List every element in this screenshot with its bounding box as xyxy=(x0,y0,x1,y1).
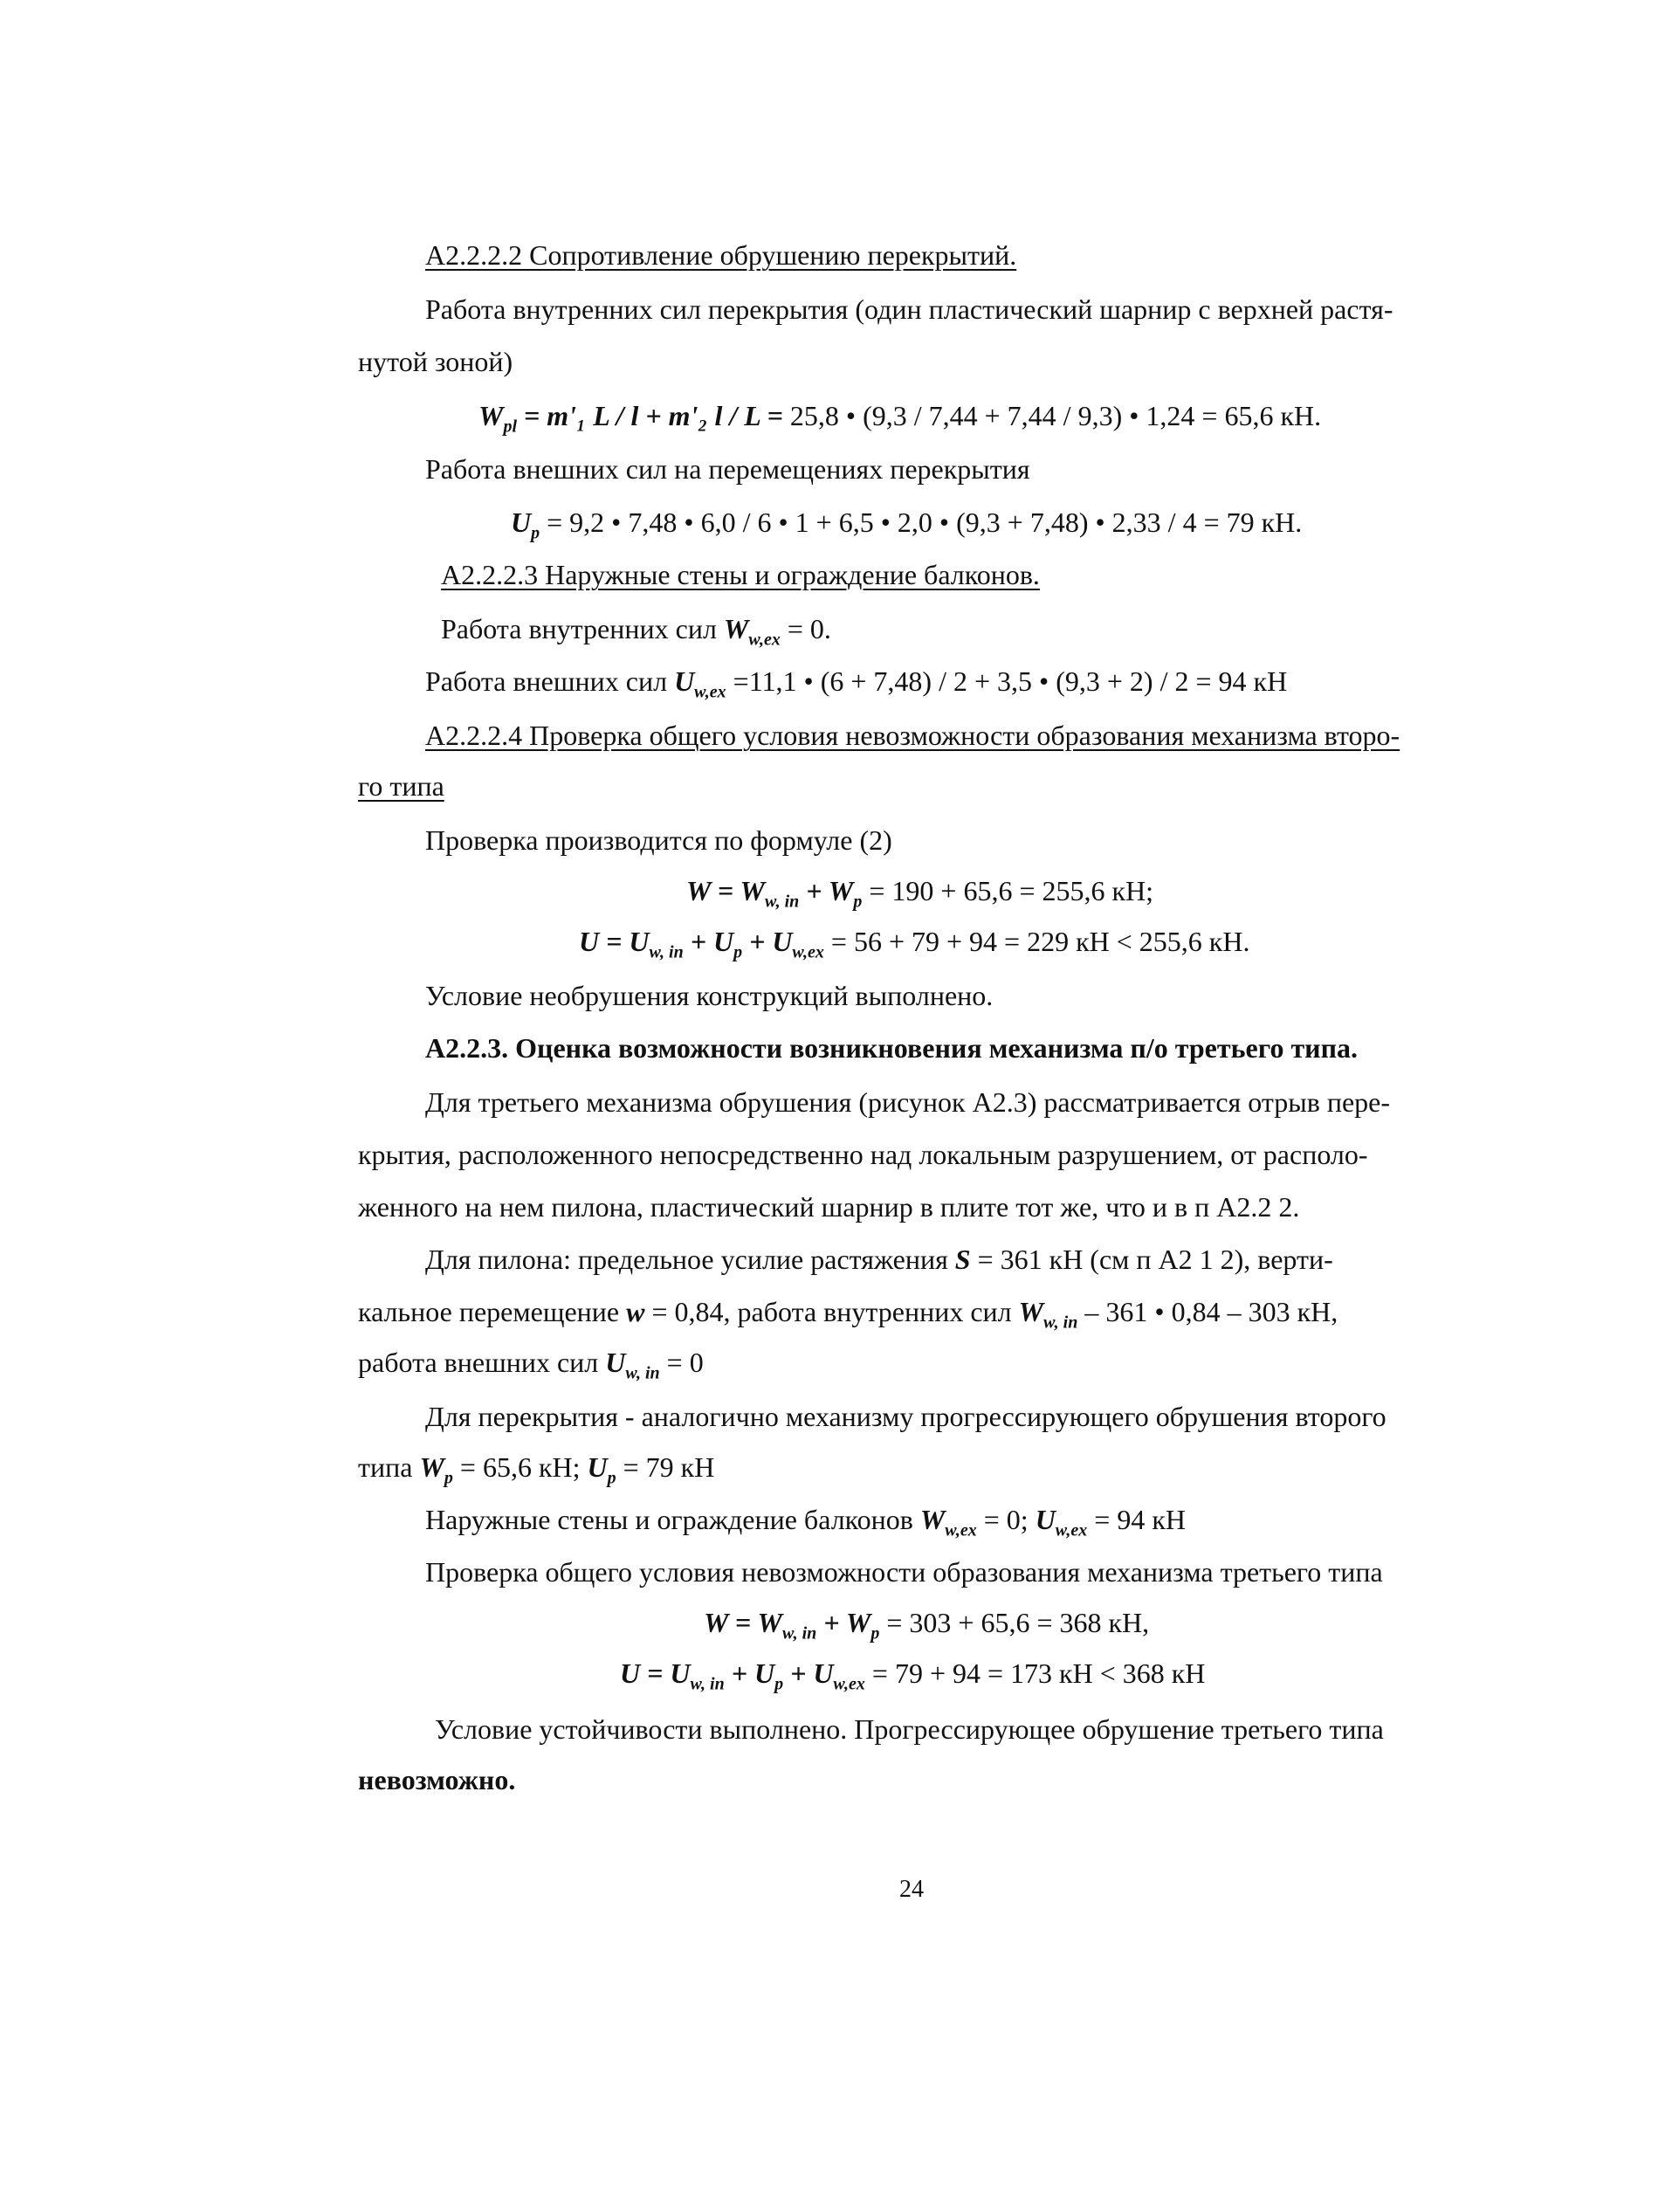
var-sub: p xyxy=(607,1468,616,1488)
text: = 0,84, работа внутренних сил xyxy=(644,1296,1019,1327)
text: А2.2.2.4 Проверка общего условия невозможности образования механизма второ- xyxy=(425,720,1400,751)
page-number: 24 xyxy=(899,1876,924,1903)
paragraph-line xyxy=(358,1450,714,1495)
var-sub: w,ex xyxy=(748,630,781,650)
paragraph-line: Проверка общего условия невозможности образования механизма третьего типа xyxy=(425,1556,1383,1588)
var-sub: p xyxy=(870,1623,880,1643)
formula-expr: = m'₁ L / l + m'₂ l / L = xyxy=(517,400,790,431)
formula-u xyxy=(579,924,1249,969)
formula-expr: + U xyxy=(742,926,793,957)
var: W xyxy=(419,1451,444,1483)
formula-value: = 79 + 94 = 173 кН < 368 кН xyxy=(864,1657,1206,1689)
var-sub: w, in xyxy=(764,892,800,912)
var-sub: w,ex xyxy=(1055,1520,1088,1540)
paragraph-line xyxy=(425,1502,1186,1547)
paragraph-line: нутой зоной) xyxy=(358,346,513,377)
formula-value: = 56 + 79 + 94 = 229 кН < 255,6 кН. xyxy=(823,926,1250,957)
formula-expr: W = W xyxy=(686,875,765,906)
text: Для перекрытия - аналогично механизму прогрессирующего обрушения второго xyxy=(425,1401,1386,1432)
var-sub: p xyxy=(853,892,863,912)
paragraph-line: женного на нем пилона, пластический шарнир в плите тот же, что и в п А2.2 2. xyxy=(358,1191,1300,1223)
var: W xyxy=(478,400,504,431)
var-sub: pl xyxy=(503,417,518,437)
text: =11,1 • (6 + 7,48) / 2 + 3,5 • (9,3 + 2) / 2 = 94 кН xyxy=(726,665,1288,697)
var-sub: w,ex xyxy=(694,682,726,702)
paragraph-line xyxy=(425,664,1287,709)
section-heading-a223: А2.2.3. Оценка возможности возникновения механизма п/о третьего типа. xyxy=(425,1032,1359,1064)
var-sub: w,ex xyxy=(945,1520,977,1540)
text: = 0; xyxy=(976,1504,1036,1535)
var: U xyxy=(511,506,532,538)
paragraph-line xyxy=(425,1085,1454,1120)
text: Условие устойчивости выполнено. Прогрессирующее обрушение третьего типа xyxy=(435,1713,1384,1745)
section-heading-a2223: А2.2.2.3 Наружные стены и ограждение балконов. xyxy=(441,559,1040,590)
formula-wpl xyxy=(478,398,1321,444)
formula-up xyxy=(511,505,1302,550)
formula-value: = 9,2 • 7,48 • 6,0 / 6 • 1 + 6,5 • 2,0 • (9,3 + 7,48) • 2,33 / 4 = 79 кН. xyxy=(540,506,1303,538)
text: Работа внешних сил xyxy=(425,665,675,697)
paragraph-line xyxy=(358,1294,1338,1340)
formula-expr: + W xyxy=(799,875,854,906)
text: – 361 • 0,84 – 303 кН, xyxy=(1077,1296,1338,1327)
formula-value: 25,8 • (9,3 / 7,44 + 7,44 / 9,3) • 1,24 = 65,6 кН. xyxy=(789,400,1322,431)
section-heading-a2224-cont: го типа xyxy=(358,770,444,802)
var-sub: p xyxy=(531,523,540,543)
var: w xyxy=(626,1296,645,1327)
formula-expr: + U xyxy=(783,1657,834,1689)
paragraph-line xyxy=(425,1242,1333,1277)
formula-u3 xyxy=(620,1656,1205,1701)
paragraph-line xyxy=(425,1399,1454,1434)
paragraph-line xyxy=(358,1137,1454,1172)
paragraph-line: Условие необрушения конструкций выполнено. xyxy=(425,980,994,1011)
formula-expr: + U xyxy=(683,926,734,957)
formula-expr: W = W xyxy=(704,1607,782,1638)
paragraph-line xyxy=(358,1345,704,1390)
text: = 94 кН xyxy=(1087,1504,1186,1535)
text: = 0 xyxy=(659,1347,704,1378)
text: = 79 кН xyxy=(616,1451,715,1483)
var-sub: w,ex xyxy=(833,1674,865,1694)
var-sub: w, in xyxy=(690,1674,725,1694)
var: S xyxy=(954,1244,971,1275)
formula-w xyxy=(686,873,1153,919)
formula-expr: + W xyxy=(816,1607,871,1638)
paragraph-line xyxy=(441,611,831,657)
var: U xyxy=(674,665,695,697)
section-heading-a2224 xyxy=(425,718,1454,753)
formula-expr: U = U xyxy=(579,926,650,957)
text: работа внешних сил xyxy=(358,1347,606,1378)
paragraph-line xyxy=(435,1712,1454,1747)
var: W xyxy=(723,613,749,644)
var-sub: w, in xyxy=(781,1623,817,1643)
text: крытия, расположенного непосредственно над локальным разрушением, от располо- xyxy=(358,1139,1368,1170)
var-sub: w,ex xyxy=(792,942,824,962)
text: кальное перемещение xyxy=(358,1296,627,1327)
text: типа xyxy=(358,1451,420,1483)
formula-value: = 303 + 65,6 = 368 кН, xyxy=(879,1607,1150,1638)
paragraph-line xyxy=(425,292,1454,327)
text: Работа внутренних сил xyxy=(441,613,724,644)
var-sub: p xyxy=(444,1468,453,1488)
text: = 0. xyxy=(780,613,831,644)
formula-expr: + U xyxy=(724,1657,775,1689)
formula-w3 xyxy=(704,1605,1149,1650)
text: Наружные стены и ограждение балконов xyxy=(425,1504,920,1535)
formula-value: = 190 + 65,6 = 255,6 кН; xyxy=(862,875,1154,906)
paragraph-line: Проверка производится по формуле (2) xyxy=(425,824,892,856)
var: U xyxy=(605,1347,626,1378)
var-sub: p xyxy=(774,1674,784,1694)
text: Для третьего механизма обрушения (рисунок А2.3) рассматривается отрыв пере- xyxy=(425,1086,1391,1118)
text: = 65,6 кН; xyxy=(452,1451,588,1483)
var-sub: w, in xyxy=(649,942,684,962)
var-sub: w, in xyxy=(625,1363,660,1383)
var: U xyxy=(587,1451,608,1483)
text: Работа внутренних сил перекрытия (один пластический шарнир с верхней растя- xyxy=(425,293,1393,325)
var: W xyxy=(919,1504,946,1535)
var: W xyxy=(1018,1296,1044,1327)
paragraph-line: Работа внешних сил на перемещениях перекрытия xyxy=(425,453,1030,485)
var-sub: p xyxy=(733,942,743,962)
text: = 361 кН (см п А2 1 2), верти- xyxy=(970,1244,1333,1275)
text: Для пилона: предельное усилие растяжения xyxy=(425,1244,955,1275)
var-sub: w, in xyxy=(1043,1313,1078,1333)
section-heading-a2222: А2.2.2.2 Сопротивление обрушению перекрытий. xyxy=(425,239,1017,271)
formula-expr: U = U xyxy=(620,1657,691,1689)
var: U xyxy=(1035,1504,1056,1535)
paragraph-line: невозможно. xyxy=(358,1764,516,1795)
